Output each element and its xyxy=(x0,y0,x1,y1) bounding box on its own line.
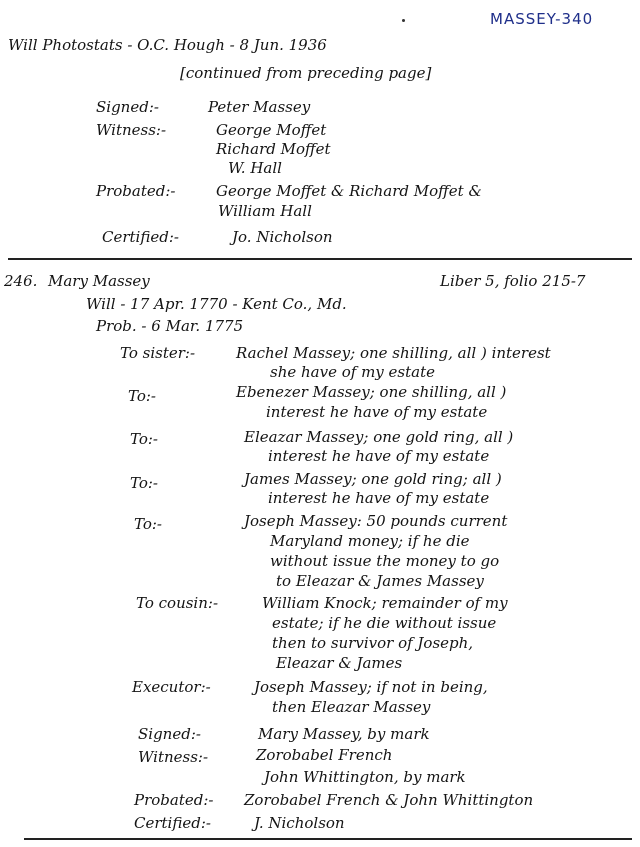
bequest-text: estate; if he die without issue xyxy=(272,614,497,632)
bequest-text: she have of my estate xyxy=(270,363,435,381)
prev-certified-value: Jo. Nicholson xyxy=(232,228,333,246)
bequest-label: To sister:- xyxy=(120,344,196,362)
prev-probated-value: George Moffet & Richard Moffet & xyxy=(216,182,482,200)
bequest-label: To:- xyxy=(128,387,156,405)
bequest-text: Eleazar & James xyxy=(276,654,403,672)
ink-dot xyxy=(402,19,405,22)
bequest-text: without issue the money to go xyxy=(270,552,500,570)
entry-number: 246. xyxy=(4,272,38,290)
prev-probated-label: Probated:- xyxy=(96,182,176,200)
executor-text: Joseph Massey; if not in being, xyxy=(254,678,488,696)
prev-witness-label: Witness:- xyxy=(96,121,167,139)
witness-name: Zorobabel French xyxy=(256,746,393,764)
bequest-label: To cousin:- xyxy=(136,594,219,612)
header-line: Will Photostats - O.C. Hough - 8 Jun. 1936 xyxy=(8,36,327,54)
certified-value: J. Nicholson xyxy=(254,814,345,832)
executor-label: Executor:- xyxy=(132,678,211,696)
witness-label: Witness:- xyxy=(138,748,209,766)
prev-witness: George Moffet xyxy=(216,121,327,139)
bequest-text: William Knock; remainder of my xyxy=(262,594,508,612)
page-reference: MASSEY-340 xyxy=(490,10,594,28)
bequest-text: James Massey; one gold ring; all ) xyxy=(244,470,502,488)
bequest-text: Eleazar Massey; one gold ring, all ) xyxy=(244,428,514,446)
certified-label: Certified:- xyxy=(134,814,211,832)
prev-certified-label: Certified:- xyxy=(102,228,179,246)
bequest-text: to Eleazar & James Massey xyxy=(276,572,484,590)
prev-signed-value: Peter Massey xyxy=(208,98,311,116)
probated-label: Probated:- xyxy=(134,791,214,809)
bequest-text: Rachel Massey; one shilling, all ) interest xyxy=(236,344,551,362)
divider-line xyxy=(8,258,632,260)
prev-witness: W. Hall xyxy=(228,159,282,177)
executor-text: then Eleazar Massey xyxy=(272,698,431,716)
will-date: Will - 17 Apr. 1770 - Kent Co., Md. xyxy=(86,295,347,313)
prev-signed-label: Signed:- xyxy=(96,98,159,116)
bequest-text: interest he have of my estate xyxy=(268,447,490,465)
bequest-label: To:- xyxy=(130,474,158,492)
bequest-text: interest he have of my estate xyxy=(266,403,488,421)
bequest-label: To:- xyxy=(130,430,158,448)
bequest-text: Maryland money; if he die xyxy=(270,532,470,550)
bequest-text: then to survivor of Joseph, xyxy=(272,634,474,652)
probate-date: Prob. - 6 Mar. 1775 xyxy=(96,317,244,335)
witness-name: John Whittington, by mark xyxy=(264,768,466,786)
liber-folio: Liber 5, folio 215-7 xyxy=(440,272,586,290)
entry-name: Mary Massey xyxy=(48,272,150,290)
bottom-divider-line xyxy=(24,838,632,840)
continued-note: [continued from preceding page] xyxy=(180,64,432,82)
bequest-text: interest he have of my estate xyxy=(268,489,490,507)
bequest-text: Joseph Massey: 50 pounds current xyxy=(244,512,508,530)
prev-witness: Richard Moffet xyxy=(216,140,331,158)
signed-label: Signed:- xyxy=(138,725,201,743)
probated-value: Zorobabel French & John Whittington xyxy=(244,791,534,809)
bequest-text: Ebenezer Massey; one shilling, all ) xyxy=(236,383,507,401)
bequest-label: To:- xyxy=(134,515,162,533)
prev-probated-value: William Hall xyxy=(218,202,312,220)
signed-value: Mary Massey, by mark xyxy=(258,725,430,743)
